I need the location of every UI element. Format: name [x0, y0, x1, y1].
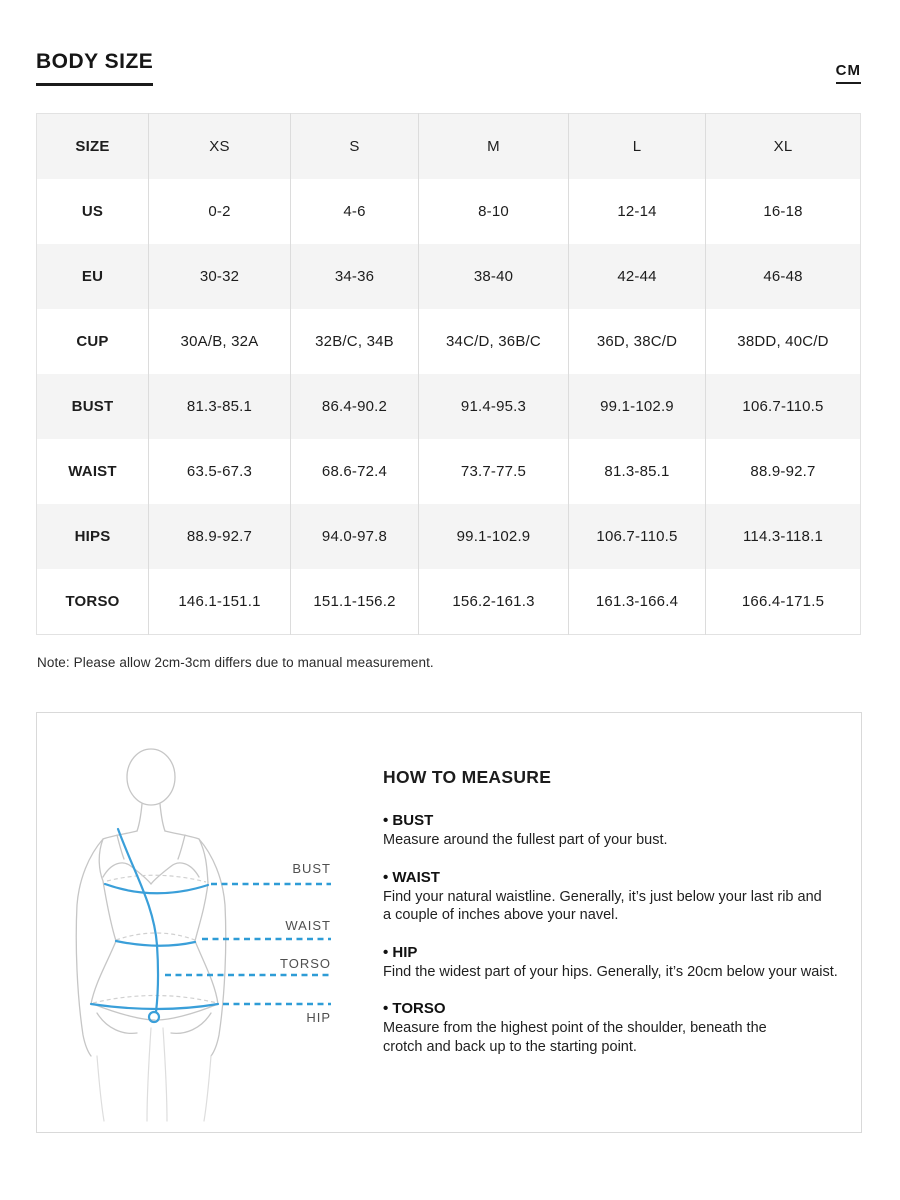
guide-item-hip: [383, 944, 843, 982]
column-header: SIZE: [75, 138, 110, 155]
row-label: HIPS: [74, 528, 111, 545]
how-to-measure-box: [36, 712, 862, 1133]
waist-measure-line: [116, 941, 195, 946]
table-cell: 94.0-97.8: [291, 504, 419, 569]
table-row-torso: [37, 569, 861, 635]
table-cell: 73.7-77.5: [419, 439, 569, 504]
table-cell: 99.1-102.9: [419, 504, 569, 569]
table-cell: 114.3-118.1: [706, 504, 861, 569]
table-cell: 156.2-161.3: [419, 569, 569, 635]
row-label: BUST: [71, 398, 114, 415]
guide-item-torso: [383, 1000, 843, 1056]
guide-item-waist: [383, 869, 843, 925]
table-cell: 4-6: [291, 179, 419, 244]
table-cell: 36D, 38C/D: [569, 309, 706, 374]
bust-measure-line: [105, 884, 208, 893]
table-cell: 88.9-92.7: [149, 504, 291, 569]
table-cell: 32B/C, 34B: [291, 309, 419, 374]
unit-toggle-cm[interactable]: CM: [836, 62, 861, 84]
column-header: XS: [149, 114, 291, 180]
row-label: TORSO: [65, 593, 120, 610]
table-cell: 166.4-171.5: [706, 569, 861, 635]
body-measurement-diagram: [39, 713, 379, 1132]
torso-measure-line: [118, 829, 158, 1012]
guide-item-text: Measure around the fullest part of your bust.: [383, 832, 668, 848]
guide-title: HOW TO MEASURE: [383, 767, 552, 787]
table-cell: 106.7-110.5: [706, 374, 861, 439]
row-label: WAIST: [68, 463, 117, 480]
back-measure-arcs: [93, 875, 217, 1003]
hip-measure-line: [91, 1004, 218, 1009]
table-row-eu: [37, 244, 861, 309]
guide-item-text: Find your natural waistline. Generally, it’s just below your last rib and a couple of inches above your navel.: [383, 888, 822, 923]
table-row-waist: [37, 439, 861, 504]
table-cell: 88.9-92.7: [706, 439, 861, 504]
table-cell: 12-14: [569, 179, 706, 244]
guide-item-text: Find the widest part of your hips. Generally, it’s 20cm below your waist.: [383, 963, 838, 980]
table-cell: 81.3-85.1: [569, 439, 706, 504]
guide-item-label: • TORSO: [383, 1000, 843, 1017]
table-cell: 38DD, 40C/D: [706, 309, 861, 374]
table-cell: 34C/D, 36B/C: [419, 309, 569, 374]
page-title: BODY SIZE: [36, 50, 153, 86]
diagram-label-torso: TORSO: [280, 956, 331, 971]
table-cell: 16-18: [706, 179, 861, 244]
table-row-bust: [37, 374, 861, 439]
measurement-note: Note: Please allow 2cm-3cm differs due to manual measurement.: [37, 655, 434, 670]
column-header: L: [569, 114, 706, 180]
table-cell: 0-2: [149, 179, 291, 244]
table-cell: 8-10: [419, 179, 569, 244]
table-cell: 81.3-85.1: [149, 374, 291, 439]
guide-item-label: • BUST: [383, 812, 843, 829]
guide-item-label: • WAIST: [383, 869, 843, 886]
row-label: EU: [81, 268, 104, 285]
table-cell: 106.7-110.5: [569, 504, 706, 569]
table-cell: 42-44: [569, 244, 706, 309]
table-cell: 30A/B, 32A: [149, 309, 291, 374]
diagram-label-waist: WAIST: [285, 918, 331, 933]
guide-item-label: • HIP: [383, 944, 843, 961]
column-header: S: [291, 114, 419, 180]
row-label: CUP: [76, 333, 109, 350]
table-cell: 46-48: [706, 244, 861, 309]
table-cell: 86.4-90.2: [291, 374, 419, 439]
legs-outline: [97, 1028, 211, 1121]
size-table-header-row: [37, 114, 861, 180]
table-cell: 34-36: [291, 244, 419, 309]
table-cell: 63.5-67.3: [149, 439, 291, 504]
table-row-cup: [37, 309, 861, 374]
table-cell: 38-40: [419, 244, 569, 309]
measure-guide: [383, 767, 843, 1075]
table-cell: 68.6-72.4: [291, 439, 419, 504]
table-cell: 161.3-166.4: [569, 569, 706, 635]
row-label: US: [81, 203, 104, 220]
guide-item-text: Measure from the highest point of the shoulder, beneath the crotch and back up to the starting point.: [383, 1020, 767, 1055]
table-row-hips: [37, 504, 861, 569]
table-row-us: [37, 179, 861, 244]
diagram-label-hip: HIP: [306, 1010, 331, 1025]
diagram-label-bust: BUST: [292, 861, 331, 876]
size-table: [36, 113, 861, 635]
table-cell: 99.1-102.9: [569, 374, 706, 439]
guide-item-bust: [383, 812, 843, 850]
table-cell: 91.4-95.3: [419, 374, 569, 439]
table-cell: 30-32: [149, 244, 291, 309]
column-header: M: [419, 114, 569, 180]
column-header: XL: [706, 114, 861, 180]
table-cell: 146.1-151.1: [149, 569, 291, 635]
table-cell: 151.1-156.2: [291, 569, 419, 635]
